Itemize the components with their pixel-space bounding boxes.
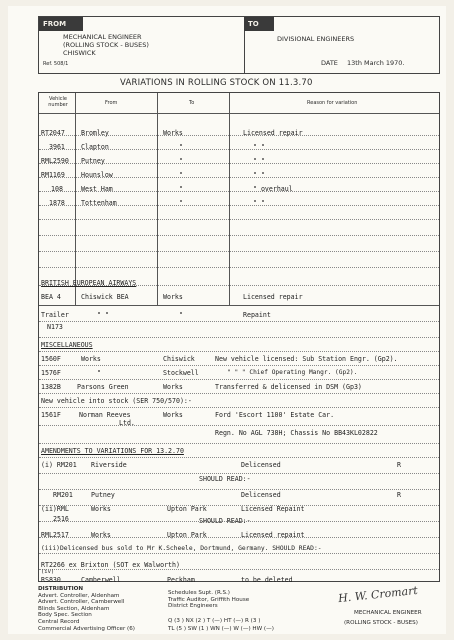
amend-heading: AMENDMENTS TO VARIATIONS FOR 13.2.70 bbox=[41, 447, 184, 455]
new-vehicle-line: New vehicle into stock (SER 750/570):- bbox=[41, 397, 192, 405]
col-reason-header: Reason for variation bbox=[307, 100, 358, 106]
amend-2516: 2516 bbox=[53, 515, 69, 523]
col-from-header: From bbox=[105, 100, 118, 106]
from-line3: CHISWICK bbox=[63, 49, 96, 57]
distribution-block: DISTRIBUTION Advert. Controller, Aldenham Advert. Controller, Camberwell Blinds Section, Aldenham Body Spec. Section Central Record Commercial Advertising Officer (6) bbox=[38, 586, 135, 632]
should-read-1: SHOULD READ:- bbox=[199, 475, 251, 483]
distribution-codes-2: TL (5 ) SW (1 ) WN (—) W (—) HW (—) bbox=[168, 626, 274, 632]
list-item: Traffic Auditor, Griffith House bbox=[168, 596, 250, 603]
bea-trailer-number: N173 bbox=[47, 323, 63, 331]
list-item: Central Record bbox=[38, 618, 80, 625]
header-box bbox=[38, 16, 440, 74]
signatory-title: MECHANICAL ENGINEER bbox=[354, 610, 422, 616]
to-label: TO bbox=[244, 17, 274, 31]
date-label: DATE bbox=[321, 59, 338, 67]
list-item: Body Spec. Section bbox=[38, 612, 92, 619]
amend-iv-label: (iv) bbox=[41, 569, 55, 575]
variations-table: Vehicle number From To Reason for variation RT2047 Bromley Works Licensed repair 3961 Clapton " " " RML2590 Putney " " " RM1169 Hounslow " " " 108 West Ham " " overhaul 1878 Tottenham " " " BRITISH EUROPEAN AIRWAYS BEA 4 Chiswick BEA Works Licensed repair Trailer " " " Repaint N173 MISCELLANEOUS 1560F Works Chiswick New vehicle licensed: Sub Station Engr. (Gp2). 1576F " Stockwell " " " Chief Operating Mangr. (Gp2). 1382B Parsons Green Works Transferred & delicensed in DSM (Gp3) New vehicle into stock (SER 750/570):- 1561F Norman Reeves Ltd. Works Ford 'Escort 1100' Estate Car. Regn. No AGL 738H; Chassis No BB43KL02822 AMENDMENTS TO VARIATIONS FOR 13.2.70 (i) RM201 Riverside Delicensed R SHOULD READ:- RM201 Putney Delicensed R (ii)RML Works Upton Park Licensed Repaint 2516 SHOULD READ:- RML2517 Works Upton Park Licensed repaint (iii)Delicensed bus sold to Mr K.Scheele, Dortmund, Germany. SHOULD READ:- RT2266 ex Brixton (SOT ex Walworth) (iv) RS830 Camberwell Peckham to be deleted bbox=[38, 92, 440, 582]
signatory-subtitle: (ROLLING STOCK - BUSES) bbox=[344, 620, 418, 626]
col-to-header: To bbox=[189, 100, 195, 106]
list-item: Advert. Controller, Aldenham bbox=[38, 592, 120, 599]
distribution-middle bbox=[168, 590, 249, 610]
list-item: Advert. Controller, Camberwell bbox=[38, 599, 125, 606]
page-title: VARIATIONS IN ROLLING STOCK ON 11.3.70 bbox=[120, 78, 313, 88]
from-line1: MECHANICAL ENGINEER bbox=[63, 33, 142, 41]
ref-number: Ref. 508/1 bbox=[43, 61, 69, 67]
list-item: Schedules Supt. (R.S.) bbox=[168, 590, 230, 596]
distribution-codes-1: Q (3 ) NX (2 ) T (—) HT (—) R (3 ) bbox=[168, 618, 261, 624]
should-read-2: SHOULD READ:- bbox=[199, 517, 251, 525]
list-item: Commercial Advertising Officer (6) bbox=[38, 625, 135, 632]
list-item: District Engineers bbox=[168, 603, 218, 610]
list-item: Blinds Section, Aldenham bbox=[38, 605, 110, 612]
from-label: FROM bbox=[39, 17, 83, 31]
col-vehicle-header: Vehicle number bbox=[48, 96, 68, 108]
amend-line-iii: (iii)Delicensed bus sold to Mr K.Scheele, Dortmund, Germany. SHOULD READ:- bbox=[41, 545, 322, 552]
from-line2: (ROLLING STOCK - BUSES) bbox=[63, 41, 149, 49]
to-value: DIVISIONAL ENGINEERS bbox=[277, 35, 355, 43]
misc-heading: MISCELLANEOUS bbox=[41, 341, 93, 349]
date-value: 13th March 1970. bbox=[347, 59, 405, 67]
signature: H. W. Cromart bbox=[337, 583, 419, 606]
amend-rt2266: RT2266 ex Brixton (SOT ex Walworth) bbox=[41, 561, 180, 569]
bea-heading: BRITISH EUROPEAN AIRWAYS bbox=[41, 279, 137, 287]
document-page bbox=[8, 6, 446, 634]
